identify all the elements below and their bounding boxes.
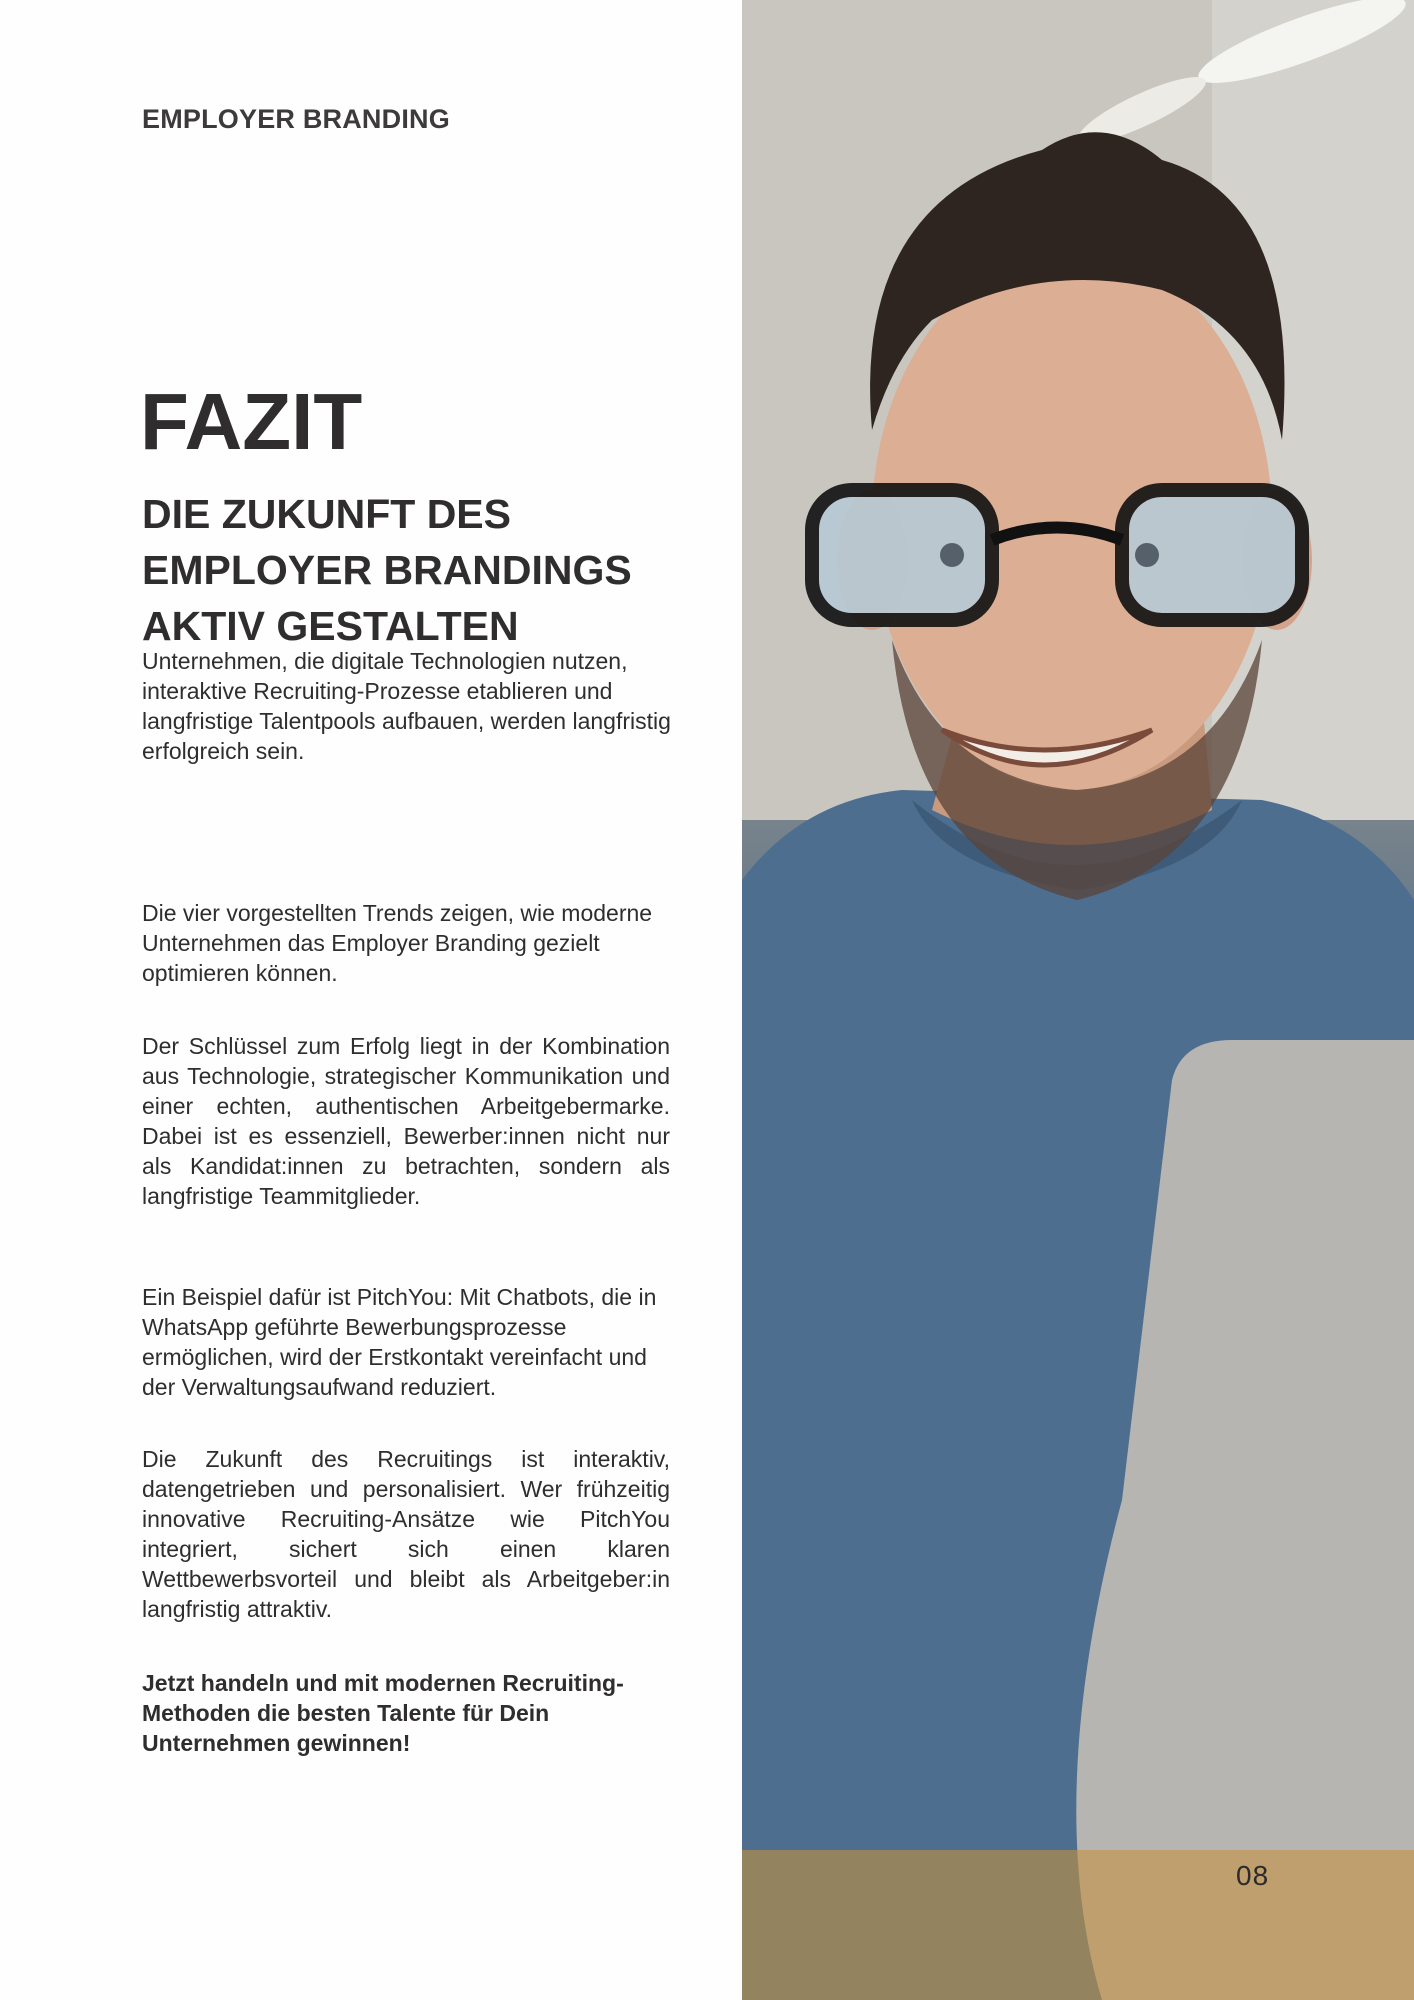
body-paragraph: Ein Beispiel dafür ist PitchYou: Mit Chatbots, die in WhatsApp geführte Bewerbungsprozesse ermöglichen, wird der Erstkontakt vereinfacht und der Verwaltungsaufwand reduziert. [142, 1284, 657, 1400]
eye [1135, 543, 1159, 567]
page-title: FAZIT [140, 377, 363, 466]
subtitle-line: DIE ZUKUNFT DES [142, 491, 511, 537]
hero-photo [742, 0, 1414, 2000]
portrait-illustration [742, 0, 1414, 2000]
subtitle-line: EMPLOYER BRANDINGS [142, 547, 632, 593]
glasses-lens-left [812, 490, 992, 620]
desk [742, 1850, 1414, 2000]
call-to-action: Jetzt handeln und mit modernen Recruiting-Methoden die besten Talente für Dein Unternehmen gewinnen! [142, 1670, 624, 1756]
intro-paragraph: Unternehmen, die digitale Technologien nutzen, interaktive Recruiting-Prozesse etablieren und langfristige Talentpools aufbauen, werden langfristig erfolgreich sein. [142, 648, 671, 764]
body-paragraph: Der Schlüssel zum Erfolg liegt in der Kombination aus Technologie, strategischer Kommunikation und einer echten, authentischen Arbeitgebermarke. Dabei ist es essenziell, Bewerber:innen nicht nur als Kandidat:innen zu betrachten, sondern als langfristige Teammitglieder. [142, 1033, 670, 1209]
page-number: 08 [1236, 1860, 1270, 1891]
eye [940, 543, 964, 567]
section-label: EMPLOYER BRANDING [142, 104, 450, 134]
body-paragraph: Die Zukunft des Recruitings ist interaktiv, datengetrieben und personalisiert. Wer frühzeitig innovative Recruiting-Ansätze wie PitchYou integriert, sichert sich einen klaren Wettbewerbsvorteil und bleibt als Arbeitgeber:in langfristig attraktiv. [142, 1446, 670, 1622]
subtitle-line: AKTIV GESTALTEN [142, 603, 519, 649]
body-paragraph: Die vier vorgestellten Trends zeigen, wie moderne Unternehmen das Employer Branding gezielt optimieren können. [142, 900, 653, 986]
page-subtitle [142, 486, 702, 654]
